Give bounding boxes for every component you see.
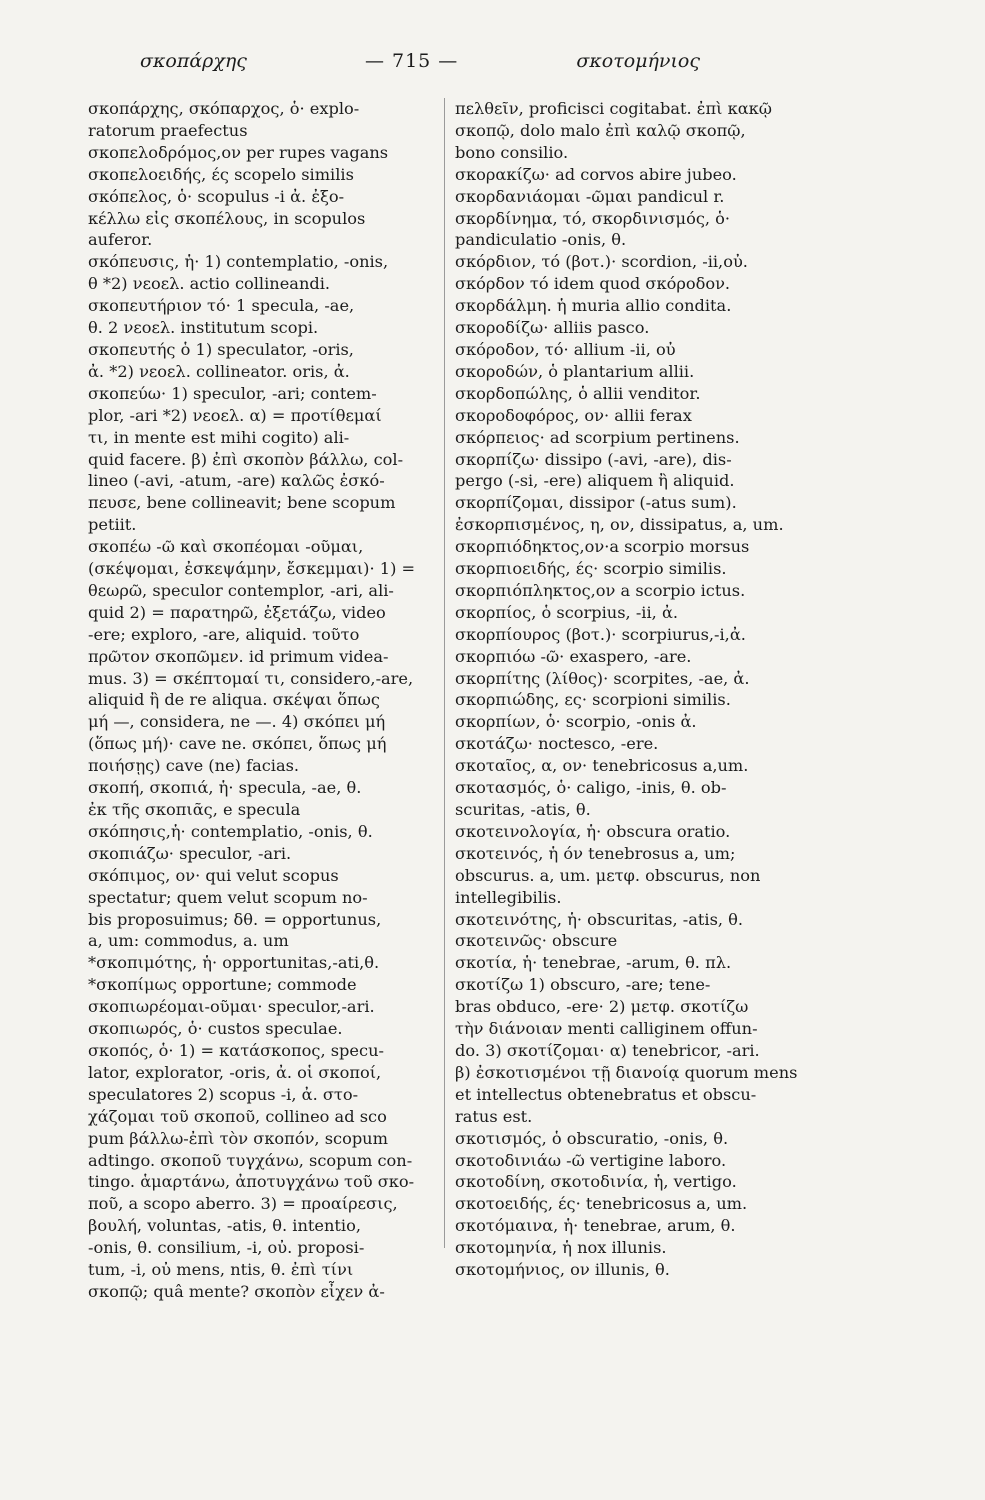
dictionary-line: σκορπίζω· dissipo (-avi, -are), dis- bbox=[455, 449, 732, 469]
dictionary-line: (σκέψομαι, ἐσκεψάμην, ἔσκεμμαι)· 1) = bbox=[88, 559, 416, 579]
dictionary-line: σκόπελος, ὁ· scopulus -i ἀ. ἐξο- bbox=[88, 186, 345, 206]
dictionary-line: σκορπίουρος (βοτ.)· scorpiurus,-i,ἀ. bbox=[455, 624, 746, 644]
header-left-word: σκοπάρχης bbox=[140, 50, 247, 72]
dictionary-line: σκοπεύω· 1) speculor, -ari; contem- bbox=[88, 383, 377, 403]
dictionary-line: ἐσκορπισμένος, η, ον, dissipatus, a, um. bbox=[455, 515, 784, 535]
header-right-word: σκοτομήνιος bbox=[576, 50, 700, 72]
dictionary-line: σκοτασμός, ὁ· caligo, -inis, θ. ob- bbox=[455, 778, 727, 798]
dictionary-line: σκοτία, ἡ· tenebrae, -arum, θ. πλ. bbox=[455, 953, 732, 973]
dictionary-line: σκόπησις,ἡ· contemplatio, -onis, θ. bbox=[88, 821, 373, 841]
dictionary-line: ratorum praefectus bbox=[88, 120, 248, 140]
dictionary-line: πευσε, bene collineavit; bene scopum bbox=[88, 493, 396, 513]
dictionary-line: σκοτοδινιάω -ῶ vertigine laboro. bbox=[455, 1150, 727, 1170]
dictionary-line: σκορδίνημα, τό, σκορδινισμός, ὁ· bbox=[455, 208, 731, 228]
dictionary-line: σκορακίζω· ad corvos abire jubeo. bbox=[455, 164, 737, 184]
dictionary-line: μή —, considera, ne —. 4) σκόπει μή bbox=[88, 712, 386, 732]
dictionary-line: bono consilio. bbox=[455, 142, 569, 162]
dictionary-line: σκοπευτήριον τό· 1 specula, -ae, bbox=[88, 296, 355, 316]
dictionary-line: ποιήσῃς) cave (ne) facias. bbox=[88, 756, 300, 776]
dictionary-line: obscurus. a, um. μετφ. obscurus, non bbox=[455, 865, 761, 885]
dictionary-line: aliquid ἢ de re aliqua. σκέψαι ὅπως bbox=[88, 690, 380, 710]
dictionary-line: quid 2) = παρατηρῶ, ἐξετάζω, video bbox=[88, 602, 386, 622]
dictionary-line: spectatur; quem velut scopum no- bbox=[88, 887, 368, 907]
dictionary-line: σκοτοειδής, ές· tenebricosus a, um. bbox=[455, 1194, 748, 1214]
dictionary-line: ratus est. bbox=[455, 1106, 533, 1126]
dictionary-line: ἐκ τῆς σκοπιᾶς, e specula bbox=[88, 800, 301, 819]
dictionary-line: σκορπιοειδής, ές· scorpio similis. bbox=[455, 559, 727, 579]
dictionary-line: σκορπιόω -ῶ· exaspero, -are. bbox=[455, 646, 692, 666]
dictionary-line: σκόπιμος, ον· qui velut scopus bbox=[88, 865, 339, 885]
dictionary-line: σκοροδών, ὁ plantarium allii. bbox=[455, 361, 695, 381]
dictionary-line: σκοπός, ὁ· 1) = κατάσκοπος, specu- bbox=[88, 1040, 384, 1060]
dictionary-line: σκοροδοφόρος, ον· allii ferax bbox=[455, 405, 692, 425]
dictionary-line: ἀ. *2) νεοελ. collineator. oris, ἀ. bbox=[88, 361, 350, 381]
dictionary-line: pandiculatio -onis, θ. bbox=[455, 230, 627, 250]
dictionary-line: σκορπίος, ὁ scorpius, -ii, ἀ. bbox=[455, 602, 679, 622]
dictionary-line: πελθεῖν, proficisci cogitabat. ἐπὶ κακῷ bbox=[455, 99, 772, 118]
dictionary-line: σκοπιωρέομαι-οῦμαι· speculor,-ari. bbox=[88, 997, 375, 1017]
dictionary-line: β) ἐσκοτισμένοι τῇ διανοίᾳ quorum mens bbox=[455, 1062, 798, 1082]
dictionary-line: petiit. bbox=[88, 515, 137, 535]
dictionary-line: βουλή, voluntas, -atis, θ. intentio, bbox=[88, 1216, 361, 1236]
left-column bbox=[88, 98, 433, 1303]
dictionary-line: do. 3) σκοτίζομαι· α) tenebricor, -ari. bbox=[455, 1040, 760, 1060]
dictionary-line: σκοταῖος, α, ον· tenebricosus a,um. bbox=[455, 756, 749, 776]
dictionary-line: ποῦ, a scopo aberro. 3) = προαίρεσις, bbox=[88, 1194, 398, 1214]
dictionary-line: (ὅπως μή)· cave ne. σκόπει, ὅπως μή bbox=[88, 734, 387, 754]
dictionary-line: -onis, θ. consilium, -i, οὐ. proposi- bbox=[88, 1238, 365, 1258]
dictionary-line: σκορπίων, ὁ· scorpio, -onis ἀ. bbox=[455, 712, 697, 732]
dictionary-line: σκορδανιάομαι -ῶμαι pandicul r. bbox=[455, 186, 725, 206]
dictionary-line: plor, -ari *2) νεοελ. α) = προτίθεμαί bbox=[88, 405, 382, 425]
dictionary-line: σκοτεινῶς· obscure bbox=[455, 931, 618, 951]
dictionary-line: lineo (-avi, -atum, -are) καλῶς ἐσκό- bbox=[88, 471, 385, 491]
dictionary-line: tingo. ἁμαρτάνω, ἀποτυγχάνω τοῦ σκο- bbox=[88, 1172, 415, 1192]
dictionary-line: σκοτίζω 1) obscuro, -are; tene- bbox=[455, 975, 711, 995]
dictionary-line: adtingo. σκοποῦ τυγχάνω, scopum con- bbox=[88, 1150, 413, 1170]
dictionary-line: σκοπελοειδής, ές scopelo similis bbox=[88, 164, 354, 184]
dictionary-line: σκόρδιον, τό (βοτ.)· scordion, -ii,οὐ. bbox=[455, 252, 748, 272]
dictionary-line: σκοτάζω· noctesco, -ere. bbox=[455, 734, 659, 754]
dictionary-line: *σκοπιμότης, ἡ· opportunitas,-ati,θ. bbox=[88, 953, 380, 973]
dictionary-line: θ. 2 νεοελ. institutum scopi. bbox=[88, 318, 319, 338]
dictionary-line: -ere; exploro, -are, aliquid. τοῦτο bbox=[88, 624, 360, 644]
dictionary-line: σκορπιώδης, ες· scorpioni similis. bbox=[455, 690, 731, 710]
dictionary-line: scuritas, -atis, θ. bbox=[455, 800, 591, 819]
dictionary-line: σκοπάρχης, σκόπαρχος, ὁ· explo- bbox=[88, 99, 360, 118]
dictionary-line: θεωρῶ, speculor contemplor, -ari, ali- bbox=[88, 580, 394, 600]
dictionary-line: χάζομαι τοῦ σκοποῦ, collineo ad sco bbox=[88, 1106, 387, 1126]
dictionary-line: σκοπιωρός, ὁ· custos speculae. bbox=[88, 1019, 343, 1039]
dictionary-line: τὴν διάνοιαν menti calliginem offun- bbox=[455, 1019, 758, 1039]
dictionary-line: σκοπέω -ῶ καὶ σκοπέομαι -οῦμαι, bbox=[88, 537, 364, 557]
dictionary-line: bis proposuimus; δθ. = opportunus, bbox=[88, 909, 382, 929]
dictionary-line: σκορπιόδηκτος,ον·a scorpio morsus bbox=[455, 537, 750, 557]
dictionary-line: σκοπῷ; quâ mente? σκοπὸν εἶχεν ἀ- bbox=[88, 1281, 385, 1301]
dictionary-line: intellegibilis. bbox=[455, 887, 562, 907]
dictionary-line: σκοτισμός, ὁ obscuratio, -onis, θ. bbox=[455, 1128, 729, 1148]
dictionary-line: quid facere. β) ἐπὶ σκοπὸν βάλλω, col- bbox=[88, 449, 404, 469]
dictionary-line: σκοπή, σκοπιά, ἡ· specula, -ae, θ. bbox=[88, 778, 362, 798]
dictionary-line: tum, -i, οὐ mens, ntis, θ. ἐπὶ τίνι bbox=[88, 1260, 354, 1280]
column-divider bbox=[444, 98, 445, 1248]
dictionary-line: σκόπευσις, ἡ· 1) contemplatio, -onis, bbox=[88, 252, 389, 272]
dictionary-line: σκοπῷ, dolo malo ἐπὶ καλῷ σκοπῷ, bbox=[455, 120, 746, 140]
dictionary-line: κέλλω εἰς σκοπέλους, in scopulos auferor. bbox=[88, 208, 366, 250]
dictionary-line: σκορπίτης (λίθος)· scorpites, -ae, ἀ. bbox=[455, 668, 750, 688]
dictionary-line: mus. 3) = σκέπτομαί τι, considero,-are, bbox=[88, 668, 414, 688]
dictionary-line: σκορδοπώλης, ὁ allii venditor. bbox=[455, 383, 701, 403]
dictionary-line: θ *2) νεοελ. actio collineandi. bbox=[88, 274, 331, 294]
dictionary-line: pergo (-si, -ere) aliquem ἢ aliquid. bbox=[455, 471, 735, 491]
dictionary-line: πρῶτον σκοπῶμεν. id primum videa- bbox=[88, 646, 389, 666]
dictionary-line: σκορπιόπληκτος,ον a scorpio ictus. bbox=[455, 580, 746, 600]
dictionary-line: σκοπευτής ὁ 1) speculator, -oris, bbox=[88, 339, 354, 359]
dictionary-line: pum βάλλω-ἐπὶ τὸν σκοπόν, scopum bbox=[88, 1128, 388, 1148]
dictionary-line: σκοτεινός, ἡ όν tenebrosus a, um; bbox=[455, 843, 736, 863]
dictionary-line: σκοπελοδρόμος,ον per rupes vagans bbox=[88, 142, 389, 162]
page-header bbox=[140, 50, 700, 80]
dictionary-line: σκόρδον τό idem quod σκόροδον. bbox=[455, 274, 731, 294]
dictionary-line: σκορπίζομαι, dissipor (-atus sum). bbox=[455, 493, 737, 513]
right-column bbox=[455, 98, 825, 1281]
dictionary-line: σκόρπειος· ad scorpium pertinens. bbox=[455, 427, 740, 447]
dictionary-line: σκοτεινότης, ἡ· obscuritas, -atis, θ. bbox=[455, 909, 744, 929]
dictionary-line: σκοτομήνιος, ον illunis, θ. bbox=[455, 1260, 670, 1280]
dictionary-line: σκοπιάζω· speculor, -ari. bbox=[88, 843, 292, 863]
dictionary-line: σκοτομηνία, ἡ nox illunis. bbox=[455, 1238, 667, 1258]
dictionary-line: σκόροδον, τό· allium -ii, οὐ bbox=[455, 339, 676, 359]
dictionary-line: *σκοπίμως opportune; commode bbox=[88, 975, 357, 995]
dictionary-line: lator, explorator, -oris, ἀ. οἱ σκοποί, bbox=[88, 1062, 382, 1082]
dictionary-line: speculatores 2) scopus -i, ἀ. στο- bbox=[88, 1084, 359, 1104]
dictionary-line: σκοτόμαινα, ἡ· tenebrae, arum, θ. bbox=[455, 1216, 736, 1236]
dictionary-line: bras obduco, -ere· 2) μετφ. σκοτίζω bbox=[455, 997, 749, 1017]
page-number: — 715 — bbox=[364, 50, 459, 72]
dictionary-line: σκορδάλμη. ἡ muria allio condita. bbox=[455, 296, 732, 316]
dictionary-line: a, um: commodus, a. um bbox=[88, 931, 289, 951]
dictionary-line: et intellectus obtenebratus et obscu- bbox=[455, 1084, 757, 1104]
dictionary-line: σκοτοδίνη, σκοτοδινία, ἡ, vertigo. bbox=[455, 1172, 737, 1192]
dictionary-line: σκοροδίζω· alliis pasco. bbox=[455, 318, 650, 338]
dictionary-line: σκοτεινολογία, ἡ· obscura oratio. bbox=[455, 821, 731, 841]
dictionary-line: τι, in mente est mihi cogito) ali- bbox=[88, 427, 350, 447]
